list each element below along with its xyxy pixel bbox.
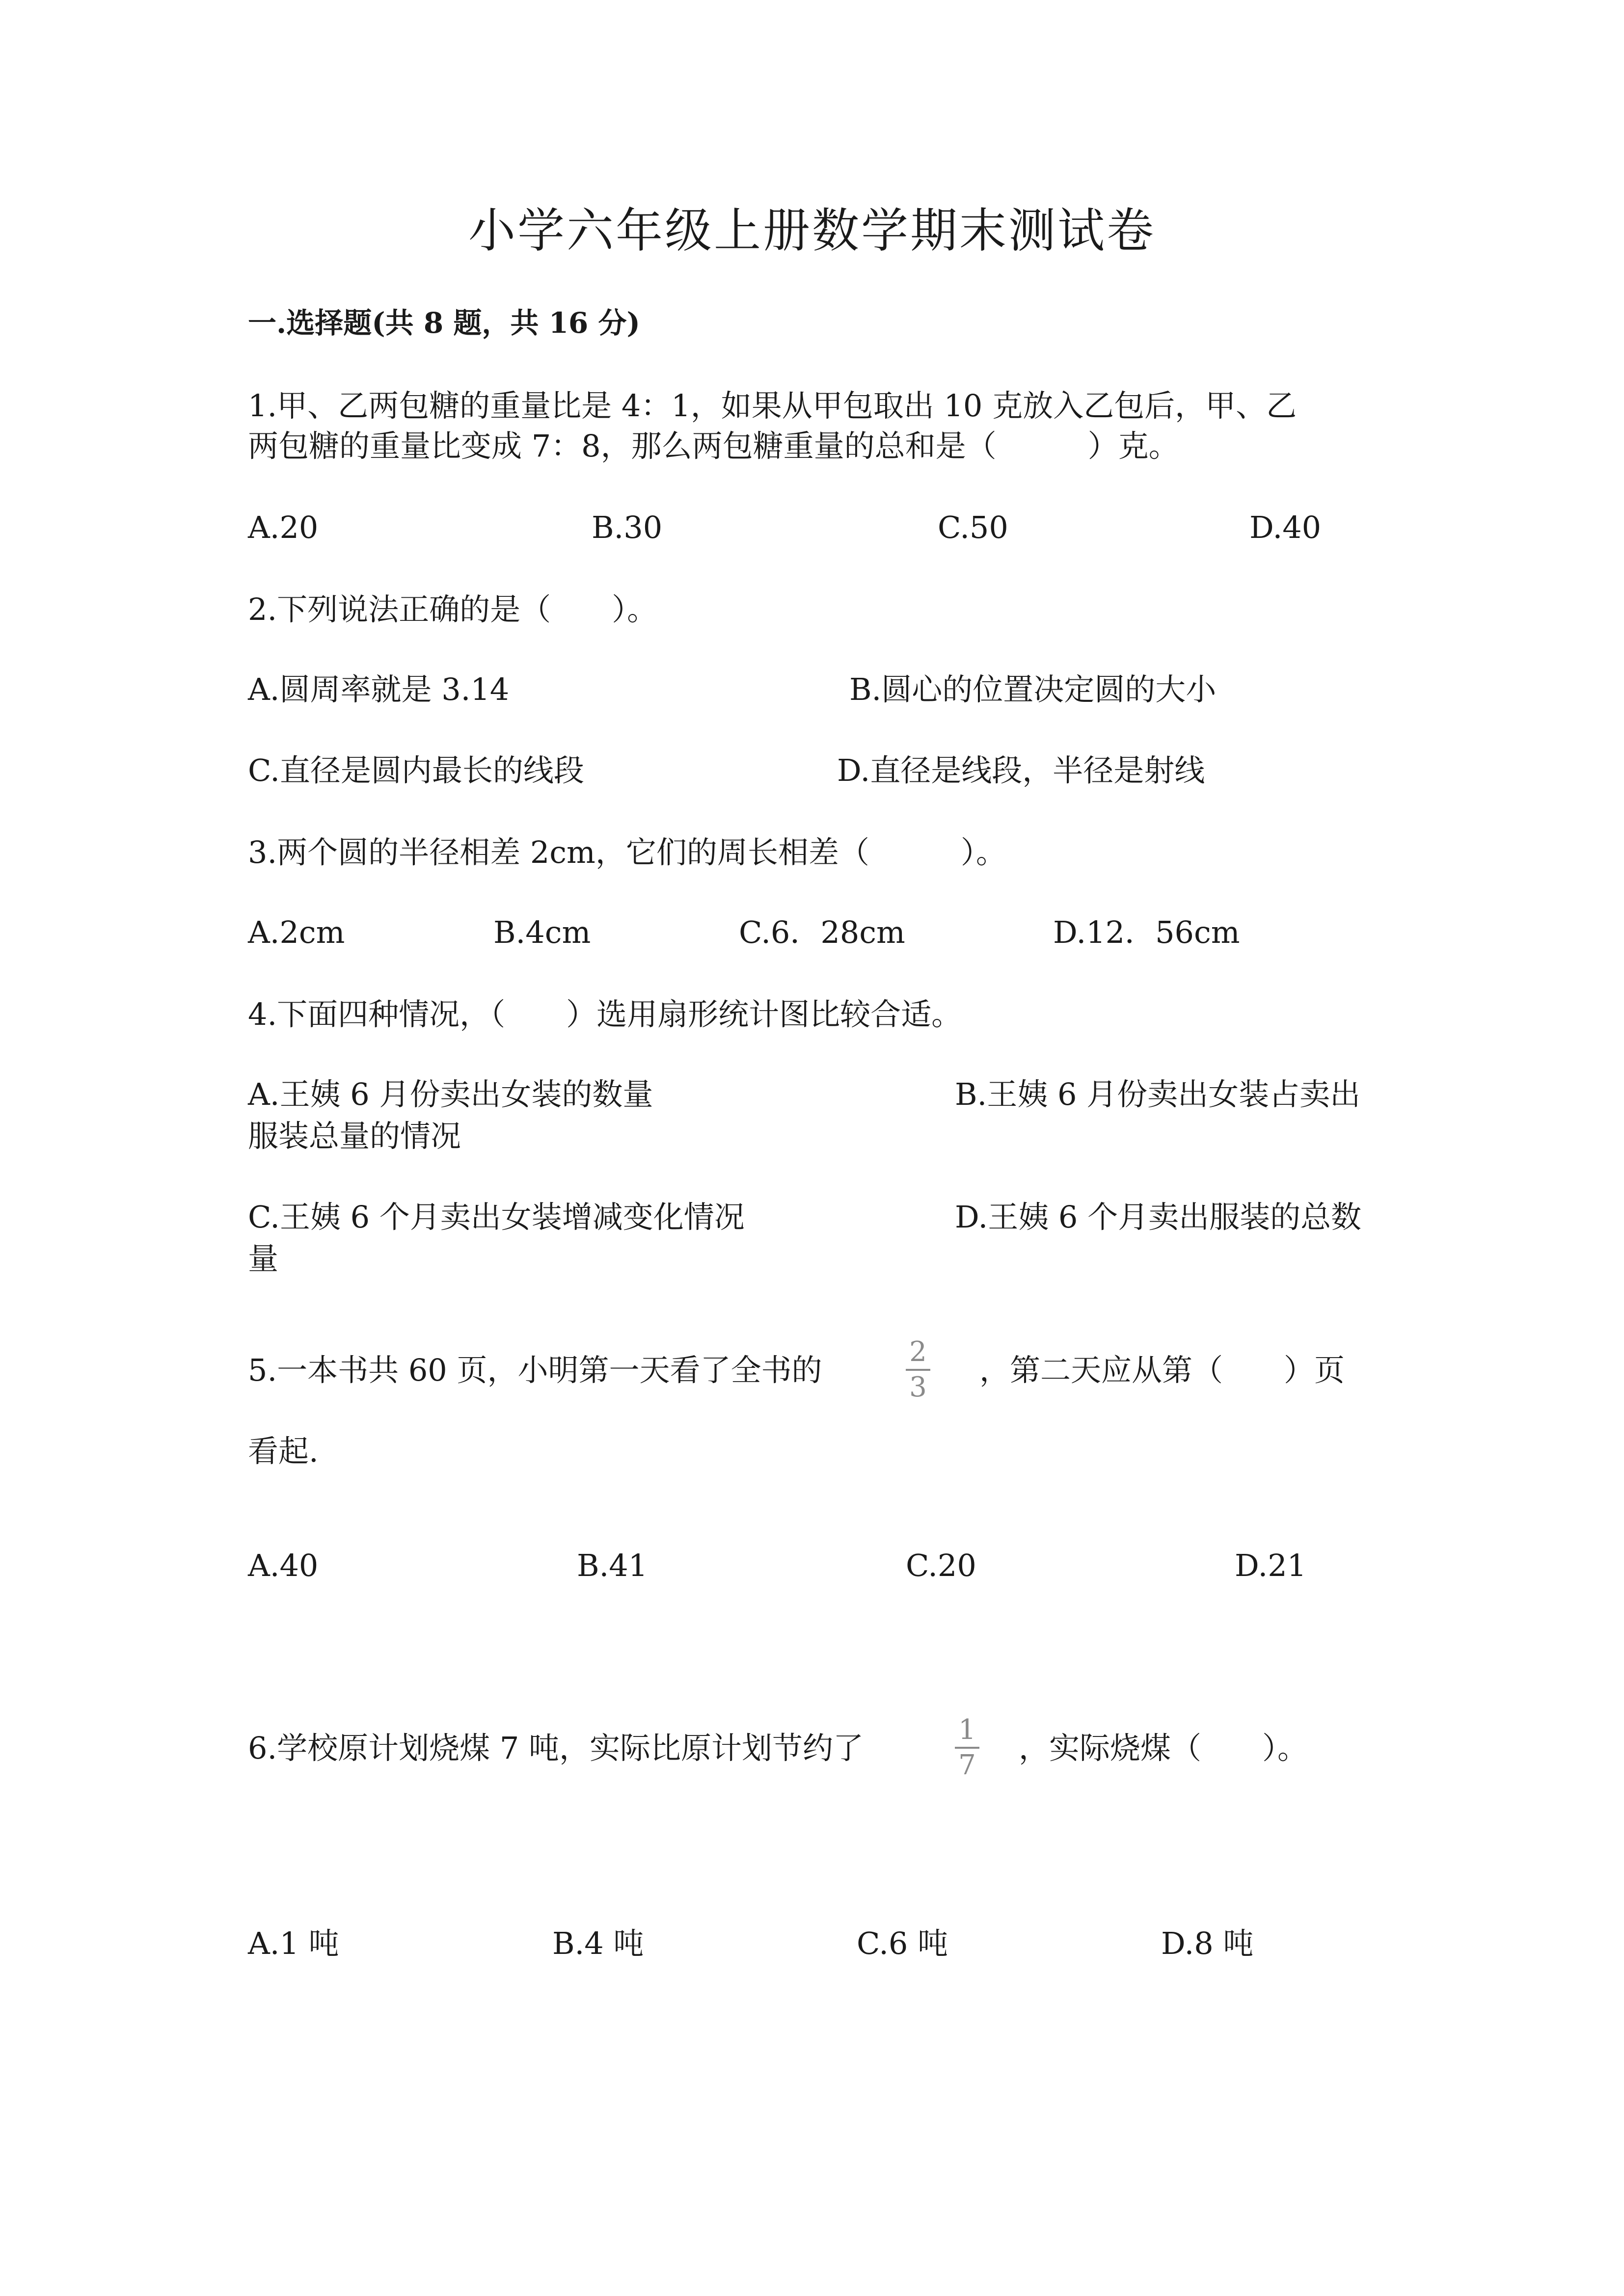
question-6-option-b: B.4 吨 [552, 1925, 644, 1961]
question-5-fraction [906, 1337, 930, 1402]
question-6-option-a: A.1 吨 [248, 1925, 339, 1961]
question-6-option-d: D.8 吨 [1161, 1925, 1254, 1961]
question-4-option-b: B.王姨 6 月份卖出女装占卖出 [955, 1076, 1361, 1112]
fraction-denominator: 3 [909, 1371, 927, 1403]
question-4-option-c: C.王姨 6 个月卖出女装增减变化情况 [248, 1199, 745, 1235]
page-title: 小学六年级上册数学期末测试卷 [468, 203, 1156, 258]
question-2-line: 2.下列说法正确的是（ ）。 [248, 591, 658, 627]
fraction-denominator: 7 [958, 1749, 976, 1781]
question-4-option-b-continued: 服装总量的情况 [248, 1118, 461, 1154]
question-2-option-a: A.圆周率就是 3.14 [248, 671, 510, 707]
question-5-option-a: A.40 [248, 1548, 319, 1583]
fraction-numerator: 1 [958, 1714, 976, 1746]
question-2-option-c: C.直径是圆内最长的线段 [248, 752, 584, 788]
question-4-option-a: A.王姨 6 月份卖出女装的数量 [248, 1076, 653, 1112]
fraction-bar [906, 1369, 930, 1371]
question-6-option-c: C.6 吨 [857, 1925, 948, 1961]
question-4-option-d-continued: 量 [248, 1241, 279, 1277]
fraction-bar [955, 1747, 979, 1749]
question-1-option-b: B.30 [592, 509, 663, 545]
question-3-option-c: C.6．28cm [739, 914, 905, 950]
question-3-option-d: D.12．56cm [1053, 914, 1240, 950]
question-1-option-a: A.20 [248, 509, 319, 545]
question-4-option-d: D.王姨 6 个月卖出服装的总数 [955, 1199, 1362, 1235]
question-4-line: 4.下面四种情况，（ ）选用扇形统计图比较合适。 [248, 996, 962, 1032]
question-3-line: 3.两个圆的半径相差 2cm，它们的周长相差（ ）。 [248, 834, 1006, 870]
question-5-line-2: 看起. [248, 1433, 319, 1469]
question-1-line-1: 1.甲、乙两包糖的重量比是 4：1，如果从甲包取出 10 克放入乙包后，甲、乙 [248, 388, 1297, 424]
question-1-option-c: C.50 [938, 509, 1008, 545]
question-5-option-d: D.21 [1235, 1548, 1307, 1583]
question-2-option-b: B.圆心的位置决定圆的大小 [849, 671, 1217, 707]
question-5-option-c: C.20 [906, 1548, 976, 1583]
question-6-line-start: 6.学校原计划烧煤 7 吨，实际比原计划节约了 [248, 1730, 864, 1766]
question-3-option-b: B.4cm [493, 914, 591, 950]
section-heading: 一.选择题(共 8 题，共 16 分) [248, 306, 640, 340]
question-3-option-a: A.2cm [248, 914, 345, 950]
question-1-option-d: D.40 [1249, 509, 1322, 545]
question-5-line-1-end: ，第二天应从第（ ）页 [979, 1352, 1345, 1388]
question-5-option-b: B.41 [577, 1548, 648, 1583]
question-2-option-d: D.直径是线段，半径是射线 [837, 752, 1205, 788]
question-1-line-2: 两包糖的重量比变成 7：8，那么两包糖重量的总和是（ ）克。 [248, 428, 1179, 464]
question-6-fraction [955, 1715, 979, 1780]
fraction-numerator: 2 [909, 1336, 927, 1368]
question-5-line-1-start: 5.一本书共 60 页，小明第一天看了全书的 [248, 1352, 822, 1388]
question-6-line-end: ，实际烧煤（ ）。 [1019, 1730, 1308, 1766]
